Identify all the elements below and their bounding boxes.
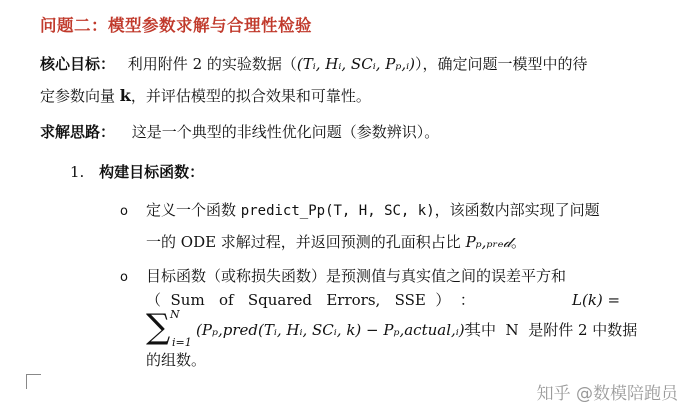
residual-expression: (Pₚ,pred(Tᵢ, Hᵢ, SCᵢ, k) − Pₚ,actual,ᵢ)²: [196, 321, 471, 339]
section-heading: 问题二：模型参数求解与合理性检验: [40, 16, 312, 35]
goal-line-1: [40, 54, 588, 74]
step-1: [70, 162, 204, 182]
bullet2-line-1: 目标函数（或称损失函数）是预测值与真实值之间的误差平方和: [146, 267, 567, 285]
bullet1-line-1: [146, 200, 600, 221]
function-signature: predict_Pp(T, H, SC, k): [240, 203, 435, 219]
sum-symbol: ∑: [146, 307, 171, 347]
goal-line2-a: 定参数向量: [40, 87, 120, 105]
predicted-area-symbol: Pₚ,ₚᵣₑ𝒹: [465, 233, 512, 251]
sum-lower-limit: i=1: [172, 336, 192, 349]
watermark: 知乎 @数模陪跑员: [536, 384, 678, 404]
step-number: 1.: [70, 163, 85, 181]
bullet-marker-2: o: [120, 270, 128, 285]
approach-text: 这是一个典型的非线性优化问题（参数辨识）。: [131, 123, 440, 141]
bullet-marker-1: o: [120, 204, 128, 219]
bullet1-text-a: 定义一个函数: [146, 201, 241, 219]
bullet1-line2-end: 。: [511, 233, 527, 251]
vector-k: k: [119, 86, 131, 105]
goal-line-2: [40, 86, 371, 106]
approach-line: [40, 122, 439, 142]
step-title: 构建目标函数：: [99, 163, 205, 181]
sum-upper-limit: N: [170, 308, 180, 321]
bullet1-text-b: ，该函数内部实现了问题: [434, 201, 600, 219]
bullet2-line-3: 其中 N 是附件 2 中数据: [466, 321, 638, 339]
bullet2-line-4: 的组数。: [146, 351, 207, 369]
goal-label: 核心目标：: [40, 55, 116, 73]
page-corner-mark: [26, 374, 41, 389]
goal-line2-b: ，并评估模型的拟合效果和可靠性。: [130, 87, 371, 105]
goal-text-a: 利用附件 2 的实验数据（: [127, 55, 297, 73]
bullet1-line2-a: 一的 ODE 求解过程，并返回预测的孔面积占比: [146, 233, 466, 251]
goal-text-b: ），确定问题一模型中的待: [414, 55, 588, 73]
bullet1-line-2: [146, 232, 526, 252]
bullet2-line-2: （ Sum of Squared Errors, SSE ） ：: [146, 291, 475, 309]
data-tuple: (Tᵢ, Hᵢ, SCᵢ, Pₚ,ᵢ): [296, 55, 415, 73]
approach-label: 求解思路：: [40, 123, 116, 141]
loss-function: L(k) =: [572, 291, 621, 309]
